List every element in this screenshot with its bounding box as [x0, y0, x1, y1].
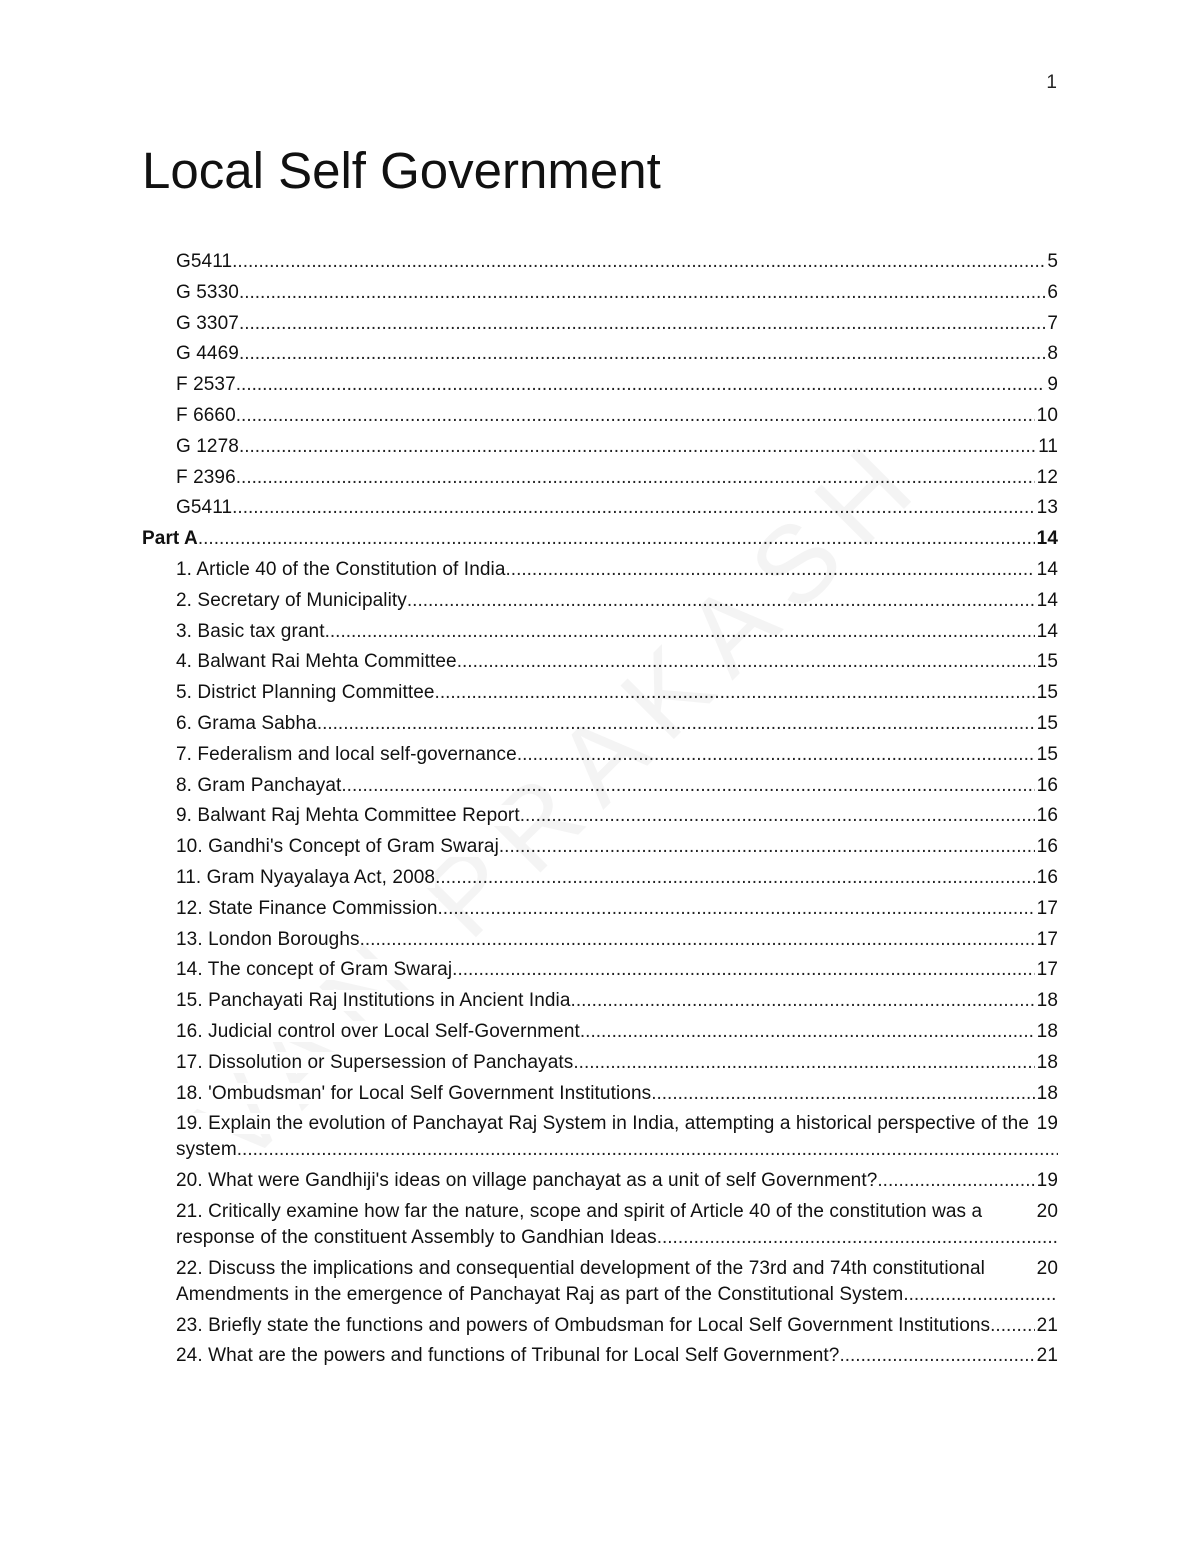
toc-entry[interactable]: [142, 619, 1058, 645]
toc-page-number: 16: [1035, 834, 1058, 860]
toc-page-number: 14: [1035, 619, 1058, 645]
toc-page-number: 18: [1035, 988, 1058, 1014]
page-number: 1: [1046, 72, 1057, 93]
toc-page-number: 21: [1035, 1313, 1058, 1339]
toc-entry-text: G 4469: [176, 343, 239, 365]
toc-entry[interactable]: [142, 927, 1058, 953]
toc-entry-text: 14. The concept of Gram Swaraj: [176, 959, 453, 981]
toc-leader: [176, 805, 520, 826]
toc-entry[interactable]: [142, 495, 1058, 521]
toc-entry-text: 5. District Planning Committee: [176, 682, 435, 704]
toc-entry-text: 22. Discuss the implications and consequential development of the 73rd and 74th constitutional Amendments in the emergence of Panchayat Raj as part of the Constitutional System: [176, 1257, 985, 1305]
toc-entry[interactable]: [142, 249, 1058, 275]
toc-leader: [176, 1201, 982, 1248]
toc-leader: [176, 651, 457, 672]
toc-entry[interactable]: [142, 865, 1058, 891]
toc-leader: [176, 713, 317, 734]
toc-entry-text: 12. State Finance Commission: [176, 897, 438, 919]
toc-entry[interactable]: [142, 680, 1058, 706]
toc-entry-text: 8. Gram Panchayat: [176, 774, 342, 796]
toc-entry[interactable]: [142, 1111, 1058, 1163]
toc-leader: [176, 343, 239, 364]
toc-page-number: 18: [1035, 1019, 1058, 1045]
toc-leader: [176, 621, 325, 642]
toc-leader: [176, 929, 360, 950]
toc-page-number: 16: [1035, 773, 1058, 799]
toc-entry[interactable]: [142, 1081, 1058, 1107]
toc-leader: [176, 405, 236, 426]
toc-leader: [176, 282, 239, 303]
toc-leader: [176, 775, 341, 796]
toc-leader: [176, 559, 506, 580]
toc-entry-text: 9. Balwant Raj Mehta Committee Report: [176, 805, 520, 827]
toc-page-number: 5: [1045, 249, 1058, 275]
toc-entry-text: 4. Balwant Rai Mehta Committee: [176, 651, 457, 673]
toc-page-number: 8: [1045, 341, 1058, 367]
toc-entry-text: 7. Federalism and local self-governance: [176, 743, 517, 765]
toc-leader: [176, 836, 499, 857]
toc-entry-text: 1. Article 40 of the Constitution of India: [176, 558, 506, 580]
toc-entry-text: 3. Basic tax grant: [176, 620, 325, 642]
toc-entry-text: G 1278: [176, 435, 239, 457]
toc-entry[interactable]: [142, 1199, 1058, 1251]
toc-part-heading[interactable]: [142, 526, 1058, 552]
toc-leader: [176, 251, 232, 272]
toc-entry[interactable]: [142, 957, 1058, 983]
toc-entry-text: G 5330: [176, 281, 239, 303]
toc-entry[interactable]: [142, 341, 1058, 367]
toc-page-number: 10: [1035, 403, 1058, 429]
toc-page-number: 16: [1035, 803, 1058, 829]
toc-page-number: 13: [1035, 495, 1058, 521]
toc-entry-text: Part A: [142, 528, 198, 550]
toc-page-number: 11: [1036, 434, 1058, 460]
toc-entry[interactable]: [142, 711, 1058, 737]
toc-entry-text: 20. What were Gandhiji's ideas on village panchayat as a unit of self Government?: [176, 1170, 878, 1192]
toc-entry-text: 6. Grama Sabha: [176, 712, 317, 734]
toc-page-number: 7: [1045, 311, 1058, 337]
toc-entry[interactable]: [142, 1019, 1058, 1045]
toc-entry-text: 18. 'Ombudsman' for Local Self Government Institutions: [176, 1082, 652, 1104]
toc-leader: [176, 313, 239, 334]
toc-entry-text: 2. Secretary of Municipality: [176, 589, 407, 611]
toc-page-number: 20: [1035, 1199, 1058, 1225]
toc-page-number: 16: [1035, 865, 1058, 891]
toc-entry-text: 24. What are the powers and functions of Tribunal for Local Self Government?: [176, 1345, 840, 1367]
toc-entry-text: 16. Judicial control over Local Self-Government: [176, 1020, 580, 1042]
toc-page-number: 18: [1035, 1050, 1058, 1076]
toc-entry[interactable]: [142, 742, 1058, 768]
toc-leader: [176, 1021, 580, 1042]
toc-entry-text: 10. Gandhi's Concept of Gram Swaraj: [176, 836, 499, 858]
toc-entry[interactable]: [142, 988, 1058, 1014]
toc-entry-text: F 2396: [176, 466, 236, 488]
toc-page-number: 17: [1035, 927, 1058, 953]
toc-leader: [176, 1113, 1029, 1160]
toc-entry[interactable]: [142, 896, 1058, 922]
toc-page-number: 15: [1035, 680, 1058, 706]
toc-page-number: 14: [1035, 557, 1058, 583]
toc-entry-text: F 6660: [176, 404, 236, 426]
toc-leader: [176, 867, 435, 888]
toc-entry-text: G5411: [176, 251, 233, 272]
toc-leader: [176, 1315, 990, 1336]
toc-entry[interactable]: [142, 1050, 1058, 1076]
toc-entry[interactable]: [142, 372, 1058, 398]
toc-entry[interactable]: [142, 773, 1058, 799]
toc-entry[interactable]: [142, 403, 1058, 429]
toc-leader: [176, 959, 452, 980]
toc-leader: [176, 497, 232, 518]
toc-leader: [176, 1258, 985, 1305]
toc-leader: [176, 467, 236, 488]
toc-leader: [176, 1170, 877, 1191]
toc-entry[interactable]: [142, 803, 1058, 829]
toc-leader: [176, 898, 438, 919]
toc-page-number: 17: [1035, 957, 1058, 983]
toc-entry[interactable]: [142, 1343, 1058, 1369]
toc-leader: [142, 528, 198, 549]
toc-entry[interactable]: [142, 557, 1058, 583]
toc-leader: [176, 374, 236, 395]
toc-entry-text: 17. Dissolution or Supersession of Panchayats: [176, 1051, 574, 1073]
toc-entry-text: 19. Explain the evolution of Panchayat Raj System in India, attempting a historical perspective of the system: [176, 1113, 1030, 1161]
toc-entry[interactable]: [142, 834, 1058, 860]
toc-page-number: 14: [1035, 526, 1058, 552]
toc-page-number: 21: [1035, 1343, 1058, 1369]
toc-entry-text: 13. London Boroughs: [176, 928, 360, 950]
toc-leader: [176, 590, 407, 611]
toc-entry-text: 21. Critically examine how far the nature, scope and spirit of Article 40 of the constitution was a response of the constituent Assembly to Gandhian Ideas: [176, 1200, 983, 1248]
toc-page-number: 9: [1045, 372, 1058, 398]
toc-entry[interactable]: [142, 465, 1058, 491]
toc-leader: [176, 1345, 839, 1366]
toc-page-number: 15: [1035, 742, 1058, 768]
toc-entry[interactable]: [142, 1313, 1058, 1339]
toc-leader: [176, 682, 435, 703]
toc-page-number: 20: [1035, 1256, 1058, 1282]
toc-page-number: 19: [1035, 1111, 1058, 1137]
toc-entry-text: 15. Panchayati Raj Institutions in Ancient India: [176, 990, 571, 1012]
toc-entry[interactable]: [142, 311, 1058, 337]
toc-entry-text: F 2537: [176, 374, 236, 396]
toc-page-number: 12: [1035, 465, 1058, 491]
toc-page-number: 17: [1035, 896, 1058, 922]
toc-leader: [176, 436, 239, 457]
toc-entry[interactable]: [142, 1168, 1058, 1194]
toc-entry[interactable]: [142, 434, 1058, 460]
toc-entry[interactable]: [142, 280, 1058, 306]
toc-page-number: 6: [1045, 280, 1058, 306]
toc-entry-text: G 3307: [176, 312, 239, 334]
toc-leader: [176, 990, 571, 1011]
toc-page-number: 14: [1035, 588, 1058, 614]
toc-leader: [176, 1083, 651, 1104]
toc-page-number: 15: [1035, 711, 1058, 737]
toc-page-number: 15: [1035, 649, 1058, 675]
toc-page-number: 19: [1035, 1168, 1058, 1194]
toc-page-number: 18: [1035, 1081, 1058, 1107]
toc-entry[interactable]: [142, 1256, 1058, 1308]
toc-leader: [176, 744, 517, 765]
toc-entry-text: G5411: [176, 497, 233, 519]
toc-entry[interactable]: [142, 588, 1058, 614]
table-of-contents: [142, 249, 1058, 1374]
toc-leader: [176, 1052, 573, 1073]
toc-entry[interactable]: [142, 649, 1058, 675]
toc-entry-text: 23. Briefly state the functions and powers of Ombudsman for Local Self Government Institutions: [176, 1314, 991, 1336]
document-title: Local Self Government: [142, 142, 661, 199]
toc-entry-text: 11. Gram Nyayalaya Act, 2008: [176, 866, 436, 888]
